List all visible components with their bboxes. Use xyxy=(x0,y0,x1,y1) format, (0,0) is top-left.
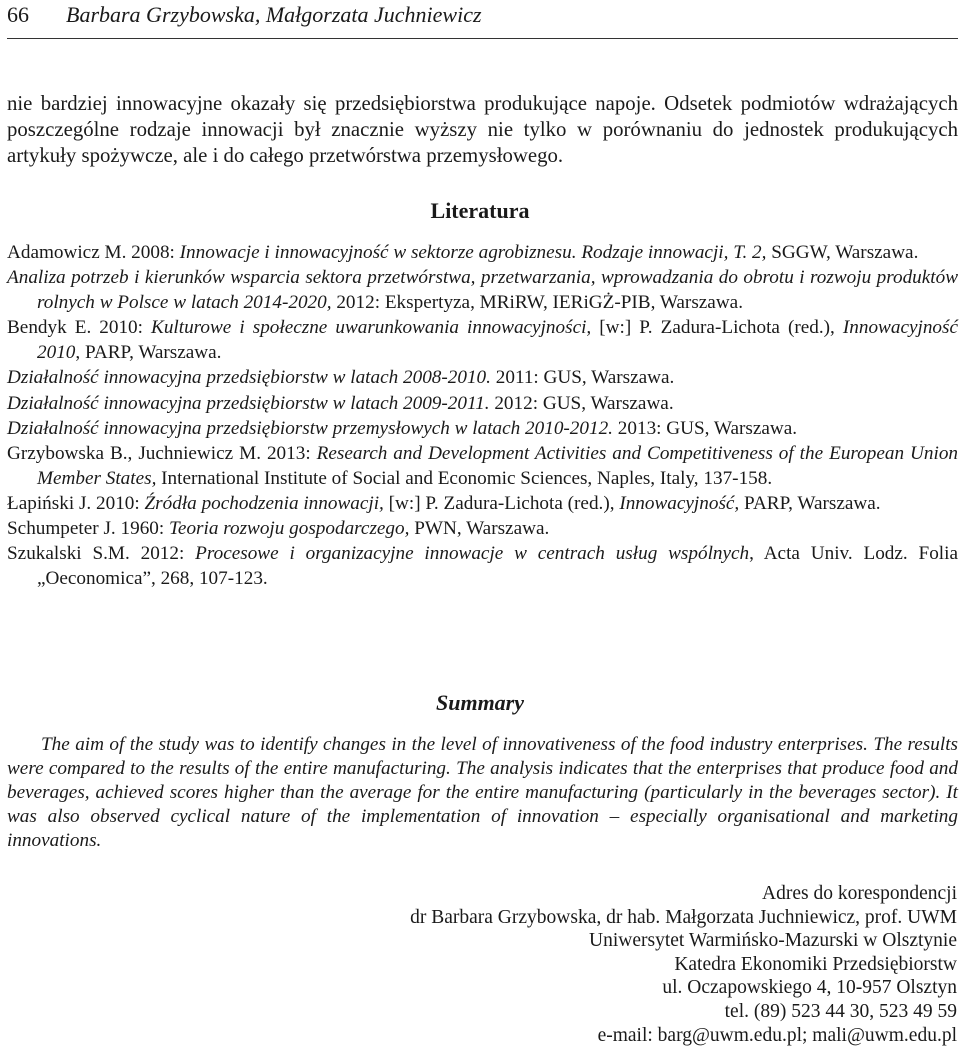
ref-publisher: [w:] P. Zadura-Lichota (red.), xyxy=(591,317,843,339)
ref-title: Źródła pochodzenia innowacji, xyxy=(144,492,384,514)
page-number: 66 xyxy=(7,2,29,27)
ref-title: Działalność innowacyjna przedsiębiorstw przemysłowych w latach 2010-2012. xyxy=(7,417,613,439)
ref-title: Procesowe i organizacyjne innowacje w centrach usług wspólnych xyxy=(195,543,750,565)
reference-item xyxy=(7,516,958,541)
ref-publisher: 2011: GUS, Warszawa. xyxy=(490,367,675,389)
reference-item xyxy=(7,315,958,365)
ref-publisher-tail: PARP, Warszawa. xyxy=(739,492,881,514)
ref-publisher-tail: , PARP, Warszawa. xyxy=(75,342,222,364)
ref-publisher: International Institute of Social and Economic Sciences, Naples, Italy, 137-158. xyxy=(156,467,773,489)
literature-heading: Literatura xyxy=(430,198,530,223)
address-university: Uniwersytet Warmińsko-Mazurski w Olsztynie xyxy=(589,930,957,952)
address-phone: tel. (89) 523 44 30, 523 49 59 xyxy=(724,1000,957,1022)
reference-item xyxy=(7,441,958,491)
header-authors: Barbara Grzybowska, Małgorzata Juchniewicz xyxy=(66,2,482,27)
address-street: ul. Oczapowskiego 4, 10-957 Olsztyn xyxy=(662,977,957,999)
ref-authors: Schumpeter J. 1960: xyxy=(7,518,170,540)
ref-title: Teoria rozwoju gospodarczego, xyxy=(169,518,410,540)
ref-authors: Szukalski S.M. 2012: xyxy=(7,543,196,565)
header-rule xyxy=(7,38,958,39)
address-department: Katedra Ekonomiki Przedsiębiorstw xyxy=(674,953,957,975)
ref-authors: Grzybowska B., Juchniewicz M. 2013: xyxy=(7,442,317,464)
ref-book-title: Innowacyjność, xyxy=(619,492,740,514)
ref-title: Innowacje i innowacyjność w sektorze agrobiznesu. Rodzaje innowacji, T. 2, xyxy=(179,242,767,263)
reference-item xyxy=(7,416,958,441)
ref-publisher: 2012: GUS, Warszawa. xyxy=(489,392,674,414)
ref-publisher: 2013: GUS, Warszawa. xyxy=(612,417,798,439)
ref-book-title: Innowacyjność 2010 xyxy=(37,317,958,364)
summary-heading: Summary xyxy=(435,690,525,715)
ref-authors: Adamowicz M. 2008: xyxy=(7,242,180,263)
ref-publisher: 2012: Ekspertyza, MRiRW, IERiGŻ-PIB, Warszawa. xyxy=(331,292,743,314)
ref-title: Kulturowe i społeczne uwarunkowania innowacyjności, xyxy=(151,317,592,339)
ref-title: Działalność innowacyjna przedsiębiorstw w latach 2008-2010. xyxy=(7,367,491,389)
ref-title: Research and Development Activities and Competitiveness of the European Union Member States, xyxy=(37,442,959,489)
ref-publisher: SGGW, Warszawa. xyxy=(766,242,919,263)
ref-authors: Łapiński J. 2010: xyxy=(7,492,145,514)
reference-item xyxy=(7,265,958,315)
reference-item xyxy=(7,541,958,591)
reference-item xyxy=(7,391,958,416)
reference-item xyxy=(7,491,958,516)
address-email: e-mail: barg@uwm.edu.pl; mali@uwm.edu.pl xyxy=(597,1024,957,1046)
ref-publisher: [w:] P. Zadura-Lichota (red.), xyxy=(383,492,620,514)
body-paragraph: nie bardziej innowacyjne okazały się przedsiębiorstwa produkujące napoje. Odsetek podmiotów wdrażających poszczególne rodzaje innowacji był znacznie wyższy nie tylko w porównaniu do jednostek produkujących artykuły spożywcze, ale i do całego przetwórstwa przemysłowego. xyxy=(7,92,958,167)
ref-authors: Bendyk E. 2010: xyxy=(7,317,152,339)
address-label: Adres do korespondencji xyxy=(762,883,957,904)
correspondence-address xyxy=(257,882,957,1047)
ref-title: Działalność innowacyjna przedsiębiorstw w latach 2009-2011. xyxy=(7,392,490,414)
address-names: dr Barbara Grzybowska, dr hab. Małgorzata Juchniewicz, prof. UWM xyxy=(410,906,957,928)
ref-publisher: , Acta Univ. Lodz. Folia „Oeconomica”, 268, 107-123. xyxy=(37,543,958,590)
running-header xyxy=(0,0,960,40)
summary-text: The aim of the study was to identify changes in the level of innovativeness of the food industry enterprises. The results were compared to the results of the entire manufacturing. The analysis indicates that the enterprises that produce food and beverages, achieved scores higher than the average for the entire manufacturing (particularly in the beverages sector). It was also observed cyclical nature of the implementation of innovation – especially organisational and marketing innovations. xyxy=(7,734,958,851)
reference-list xyxy=(7,240,958,591)
ref-title: Analiza potrzeb i kierunków wsparcia sektora przetwórstwa, przetwarzania, wprowadzania do obrotu i rozwoju produktów rolnych w Polsce w latach 2014-2020, xyxy=(7,267,958,314)
reference-item xyxy=(7,240,958,265)
ref-publisher: PWN, Warszawa. xyxy=(409,518,550,540)
reference-item xyxy=(7,365,958,390)
